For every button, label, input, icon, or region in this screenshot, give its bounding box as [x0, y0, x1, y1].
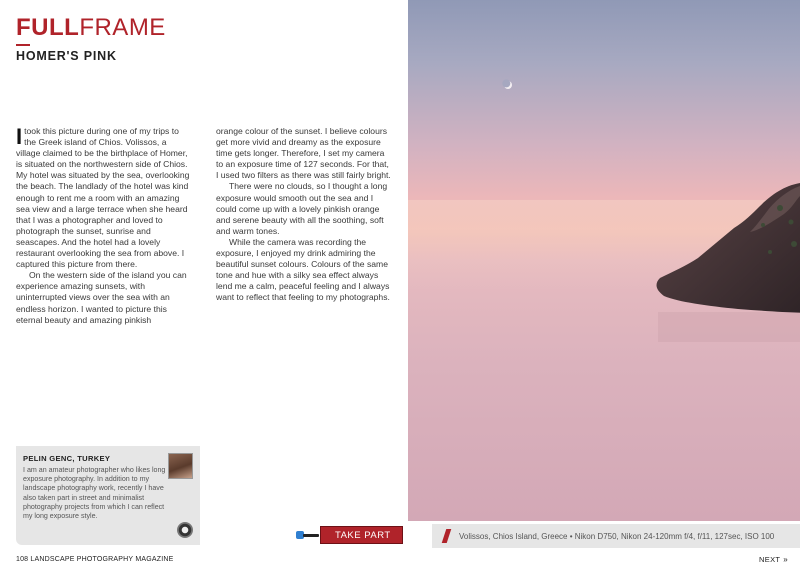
- article-column-1: [16, 126, 192, 326]
- featured-photo: [408, 0, 800, 521]
- page-footer-label: 108 LANDSCAPE PHOTOGRAPHY MAGAZINE: [16, 556, 174, 563]
- photo-caption-bar: [432, 524, 800, 548]
- brand-bold: FULL: [16, 14, 80, 41]
- camera-lens-icon: [177, 522, 193, 538]
- next-label[interactable]: NEXT: [759, 555, 781, 564]
- paragraph: [16, 126, 192, 270]
- next-page-link[interactable]: [759, 555, 788, 564]
- section-brand: [16, 14, 166, 42]
- paragraph: On the western side of the island you can experience amazing sunsets, with uninterrupted views over the sea with an endless horizon. I wanted to picture this eternal beauty and amazing pinkish: [16, 270, 187, 325]
- caption-accent: [442, 529, 452, 543]
- paragraph: There were no clouds, so I thought a long exposure would smooth out the sea and I could come up with a lovely pinkish orange and serene beauty with all the soothing, soft and warm tones.: [216, 181, 388, 236]
- paragraph: orange colour of the sunset. I believe colours get more vivid and dreamy as the exposure time gets longer. Therefore, I set my camera to an exposure time of 127 seconds. For that, I used two filters as there was still fairly bright.: [216, 126, 391, 181]
- author-bio-box: [16, 446, 200, 545]
- paragraph-text: took this picture during one of my trips to the Greek island of Chios. Volissos, a village claimed to be the birthplace of Homer, is situated on the northwestern side of Chios. My hotel was situated by the sea, overlooking the beach. The landlady of the hotel was kind enough to rent me a room with an amazing sea view and a large terrace when she heard that I was a photographer and loved to photograph the sunset, sunrise and seascapes. And the hotel had a lovely restaurant overlooking the sea from above. I captured this picture from there.: [16, 126, 190, 270]
- article-column-2: [216, 126, 392, 326]
- take-part-button[interactable]: TAKE PART: [320, 526, 403, 544]
- take-part-link[interactable]: [296, 526, 403, 544]
- hand-pointer-icon: [296, 528, 320, 542]
- article-body: [16, 126, 392, 326]
- photo-caption: Volissos, Chios Island, Greece • Nikon D750, Nikon 24-120mm f/4, f/11, 127sec, ISO 100: [459, 531, 775, 541]
- title-rule: [16, 44, 30, 46]
- author-bio-text: I am an amateur photographer who likes long exposure photography. In addition to my landscape photography work, recently I have also taken part in street and minimalist photography projects from which I can reflect my long exposure style.: [23, 466, 166, 521]
- author-name: PELIN GENC, TURKEY: [23, 454, 111, 463]
- dropcap: I: [16, 124, 23, 149]
- article-title: HOMER'S PINK: [16, 49, 117, 63]
- paragraph: While the camera was recording the exposure, I enjoyed my drink admiring the beautiful sunset colours. Colours of the same tone and hue with a silky sea effect always lend me a calm, peaceful feeling and I always want to reflect that feeling to my photographs.: [216, 236, 390, 303]
- author-avatar: [168, 453, 193, 479]
- double-chevron-right-icon[interactable]: »: [783, 555, 788, 564]
- brand-light: FRAME: [79, 14, 166, 41]
